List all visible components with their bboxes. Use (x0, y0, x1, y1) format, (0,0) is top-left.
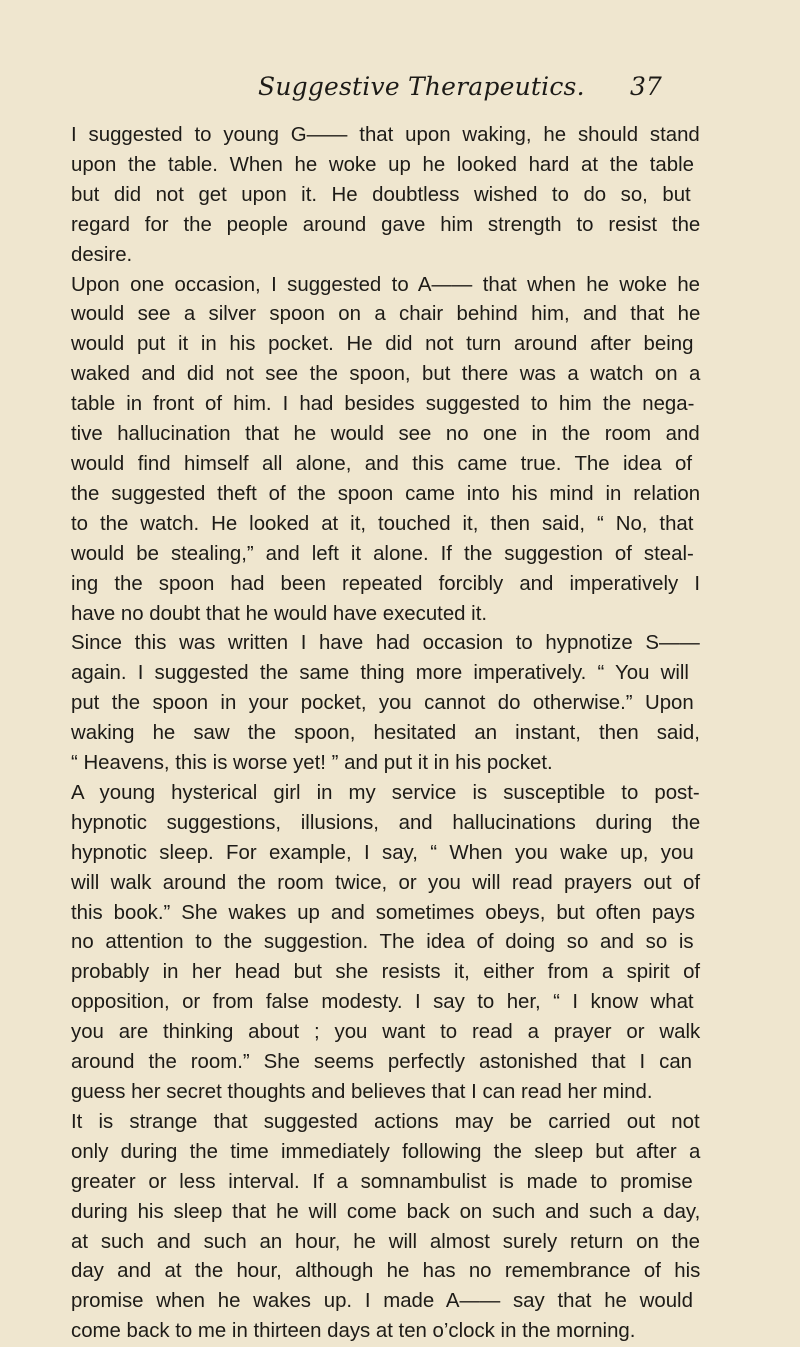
text-line: guess her secret thoughts and believes that I can read her mind. (71, 1081, 653, 1103)
text-line: day and at the hour, although he has no remembrance of his (71, 1260, 701, 1283)
text-line: Upon one occasion, I suggested to A—— that when he woke he (71, 273, 701, 296)
text-line: greater or less interval. If a somnambulist is made to promise (71, 1170, 693, 1193)
text-line: during his sleep that he will come back on such and such a day, (71, 1200, 701, 1223)
text-line: again. I suggested the same thing more imperatively. “ You will (71, 662, 689, 685)
text-line: regard for the people around gave him strength to resist the (71, 213, 701, 236)
paragraph (71, 271, 700, 630)
text-line: “ Heavens, this is worse yet! ” and put it in his pocket. (71, 752, 553, 775)
text-line: will walk around the room twice, or you will read prayers out of (71, 871, 701, 894)
text-line: promise when he wakes up. I made A—— say that he would (71, 1290, 693, 1313)
text-line: come back to me in thirteen days at ten o’clock in the morning. (71, 1320, 636, 1343)
text-line: only during the time immediately following the sleep but after a (71, 1140, 701, 1163)
text-line: I suggested to young G—— that upon waking, he should stand (71, 124, 700, 146)
text-line: would see a silver spoon on a chair behind him, and that he (71, 303, 701, 326)
text-line: waked and did not see the spoon, but there was a watch on a (71, 363, 701, 386)
running-title: Suggestive Therapeutics. (258, 72, 585, 101)
paragraph (71, 779, 700, 1108)
paragraph (71, 629, 700, 779)
page-number: 37 (630, 72, 662, 101)
paragraph (71, 1108, 700, 1347)
text-line: It is strange that suggested actions may be carried out not (71, 1110, 700, 1133)
text-line: Since this was written I have had occasion to hypnotize S—— (71, 632, 700, 655)
text-line: at such and such an hour, he will almost surely return on the (71, 1230, 700, 1253)
text-line: this book.” She wakes up and sometimes obeys, but often pays (71, 901, 695, 924)
text-line: table in front of him. I had besides suggested to him the nega- (71, 393, 695, 416)
text-line: have no doubt that he would have executed it. (71, 602, 488, 625)
text-line: to the watch. He looked at it, touched it, then said, “ No, that (71, 512, 694, 535)
text-line: probably in her head but she resists it, either from a spirit of (71, 961, 701, 984)
text-line: you are thinking about ; you want to read a prayer or walk (71, 1021, 701, 1044)
text-line: A young hysterical girl in my service is susceptible to post- (71, 781, 700, 804)
body-text (71, 121, 700, 1347)
text-line: put the spoon in your pocket, you cannot do otherwise.” Upon (71, 692, 694, 715)
text-line: opposition, or from false modesty. I say to her, “ I know what (71, 991, 694, 1014)
text-line: but did not get upon it. He doubtless wished to do so, but (71, 183, 691, 206)
text-line: would put it in his pocket. He did not turn around after being (71, 333, 694, 356)
running-head (0, 72, 800, 108)
text-line: the suggested theft of the spoon came into his mind in relation (71, 482, 701, 505)
text-line: ing the spoon had been repeated forcibly and imperatively I (71, 572, 700, 595)
text-line: tive hallucination that he would see no one in the room and (71, 423, 700, 446)
text-line: around the room.” She seems perfectly astonished that I can (71, 1051, 693, 1074)
text-line: would find himself all alone, and this came true. The idea of (71, 452, 693, 475)
text-line: hypnotic sleep. For example, I say, “ When you wake up, you (71, 841, 694, 864)
text-line: no attention to the suggestion. The idea of doing so and so is (71, 931, 694, 954)
text-line: hypnotic suggestions, illusions, and hallucinations during the (71, 811, 701, 834)
text-line: desire. (71, 243, 133, 266)
paragraph (71, 121, 700, 271)
text-line: waking he saw the spoon, hesitated an instant, then said, (71, 722, 700, 745)
text-line: would be stealing,” and left it alone. If the suggestion of steal- (71, 542, 694, 565)
text-line: upon the table. When he woke up he looked hard at the table (71, 153, 694, 176)
